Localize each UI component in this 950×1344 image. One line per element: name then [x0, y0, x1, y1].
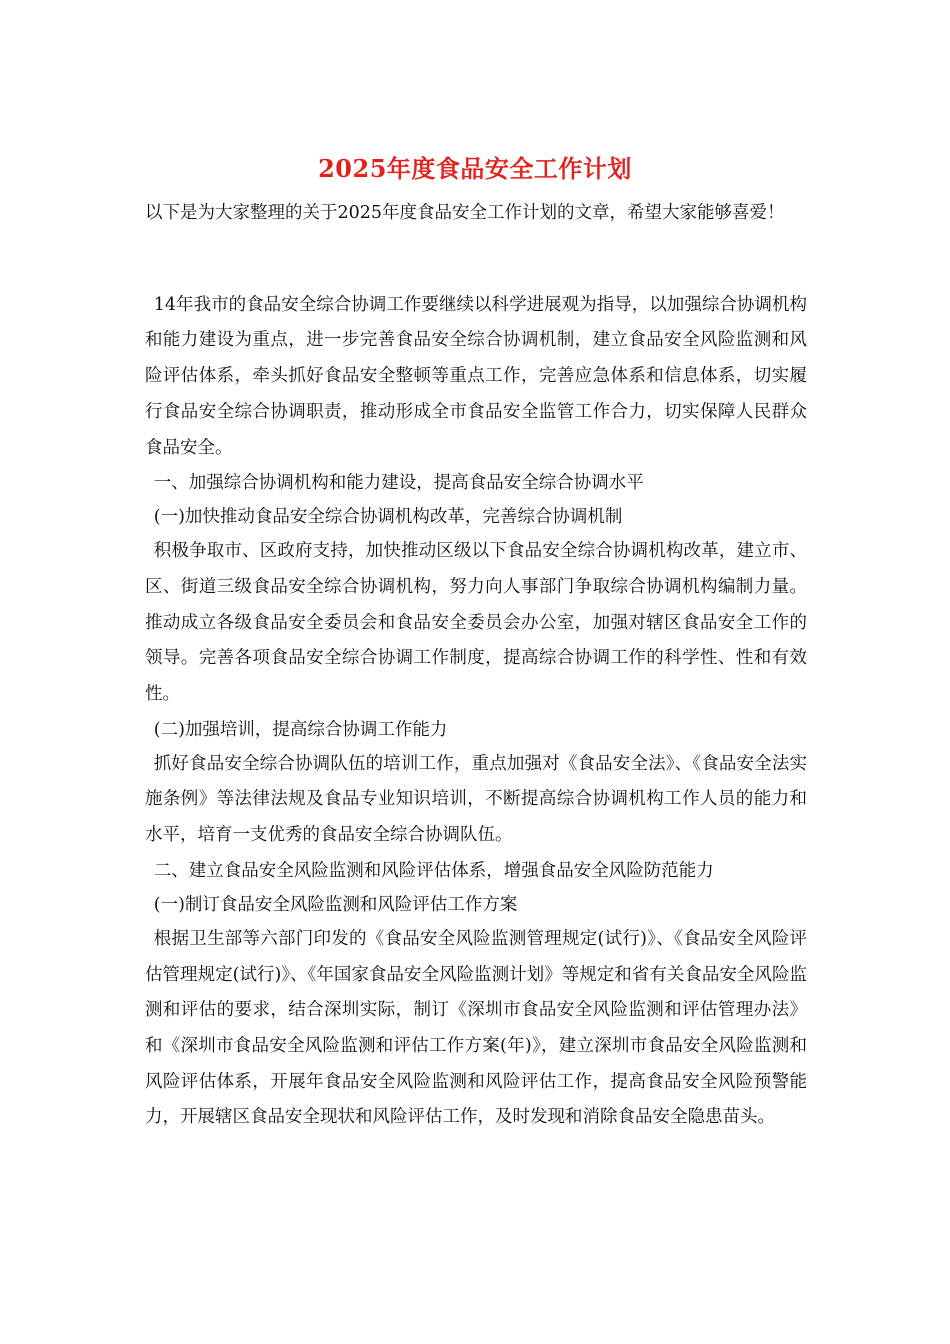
paragraph-1-1: 积极争取市、区政府支持，加快推动区级以下食品安全综合协调机构改革，建立市、区、街道三级食品安全综合协调机构，努力向人事部门争取综合协调机构编制力量。推动成立各级食品安全委员会和食品安全委员会办公室，加强对辖区食品安全工作的领导。完善各项食品安全综合协调工作制度，提高综合协调工作的科学性、性和有效性。	[145, 541, 807, 705]
section-heading-1: 一、加强综合协调机构和能力建设，提高食品安全综合协调水平	[153, 473, 644, 494]
paragraph-spacer	[145, 232, 807, 288]
document-body	[145, 196, 807, 1136]
subsection-heading-2-1: (一)制订食品安全风险监测和风险评估工作方案	[153, 894, 518, 915]
section-heading-2: 二、建立食品安全风险监测和风险评估体系，增强食品安全风险防范能力	[153, 860, 714, 881]
paragraph-2-1: 根据卫生部等六部门印发的《食品安全风险监测管理规定(试行)》、《食品安全风险评估管理规定(试行)》、《年国家食品安全风险监测计划》等规定和省有关食品安全风险监测和评估的要求，结合深圳实际，制订《深圳市食品安全风险监测和评估管理办法》和《深圳市食品安全风险监测和评估工作方案(年)》，建立深圳市食品安全风险监测和风险评估体系，开展年食品安全风险监测和风险评估工作，提高食品安全风险预警能力，开展辖区食品安全现状和风险评估工作，及时发现和消除食品安全隐患苗头。	[145, 928, 807, 1128]
paragraph-overview: 14年我市的食品安全综合协调工作要继续以科学进展观为指导，以加强综合协调机构和能力建设为重点，进一步完善食品安全综合协调机制，建立食品安全风险监测和风险评估体系，牵头抓好食品安全整顿等重点工作，完善应急体系和信息体系，切实履行食品安全综合协调职责，推动形成全市食品安全监管工作合力，切实保障人民群众食品安全。	[145, 294, 807, 458]
subsection-heading-1-1: (一)加快推动食品安全综合协调机构改革，完善综合协调机制	[153, 507, 623, 528]
paragraph-1-2: 抓好食品安全综合协调队伍的培训工作，重点加强对《食品安全法》、《食品安全法实施条例》等法律法规及食品专业知识培训，不断提高综合协调机构工作人员的能力和水平，培育一支优秀的食品安全综合协调队伍。	[145, 753, 807, 846]
document-title: 2025年度食品安全工作计划	[318, 154, 632, 183]
subsection-heading-1-2: (二)加强培训，提高综合协调工作能力	[153, 719, 448, 740]
intro-paragraph: 以下是为大家整理的关于2025年度食品安全工作计划的文章，希望大家能够喜爱！	[145, 203, 785, 223]
